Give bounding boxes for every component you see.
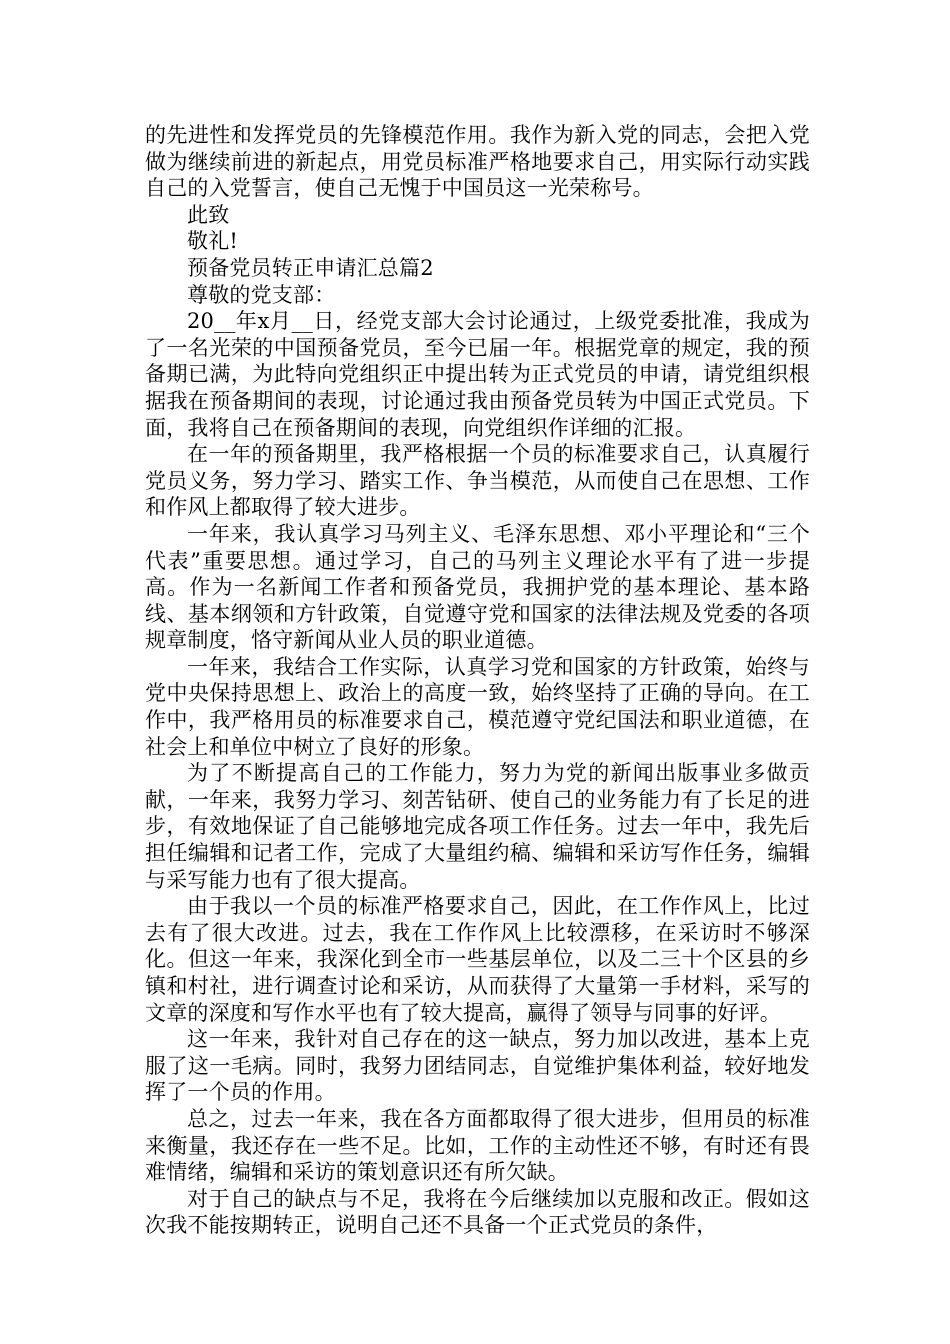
paragraph-1: 的先进性和发挥党员的先锋模范作用。我作为新入党的同志，会把入党做为继续前进的新起点，用党员标准严格地要求自己，用实际行动实践自己的入党誓言，使自己无愧于中国员这一光荣称号。	[145, 123, 810, 201]
paragraph-3: 一年来，我认真学习马列主义、毛泽东思想、邓小平理论和“三个代表”重要思想。通过学习，自己的马列主义理论水平有了进一步提高。作为一名新闻工作者和预备党员，我拥护党的基本理论、基本路线、基本纲领和方针政策，自觉遵守党和国家的法律法规及党委的各项规章制度，恪守新闻从业人员的职业道德。	[145, 521, 810, 653]
paragraph-4: 一年来，我结合工作实际，认真学习党和国家的方针政策，始终与党中央保持思想上、政治上的高度一致，始终坚持了正确的导向。在工作中，我严格用员的标准要求自己，模范遵守党纪国法和职业道德，在社会上和单位中树立了良好的形象。	[145, 654, 810, 759]
paragraph-7: 这一年来，我针对自己存在的这一缺点，努力加以改进，基本上克服了这一毛病。同时，我努力团结同志，自觉维护集体利益，较好地发挥了一个员的作用。	[145, 1027, 810, 1105]
paragraph-closing-salutation: 此致	[187, 202, 230, 227]
paragraph-8: 总之，过去一年来，我在各方面都取得了很大进步，但用员的标准来衡量，我还存在一些不足。比如，工作的主动性还不够，有时还有畏难情绪，编辑和采访的策划意识还有所欠缺。	[145, 1106, 810, 1185]
paragraph-intro: 20__年x月__日，经党支部大会讨论通过，上级党委批准，我成为了一名光荣的中国预备党员，至今已届一年。根据党章的规定，我的预备期已满，为此特向党组织正中提出转为正式党员的申请，请党组织根据我在预备期间的表现，讨论通过我由预备党员转为中国正式党员。下面，我将自己在预备期间的表现，向党组织作详细的汇报。	[145, 309, 810, 440]
paragraph-5: 为了不断提高自己的工作能力，努力为党的新闻出版事业多做贡献，一年来，我努力学习、刻苦钻研、使自己的业务能力有了长足的进步，有效地保证了自己能够地完成各项工作任务。过去一年中，我先后担任编辑和记者工作，完成了大量组约稿、编辑和采访写作任务，编辑与采写能力也有了很大提高。	[145, 761, 810, 892]
paragraph-9: 对于自己的缺点与不足，我将在今后继续加以克服和改正。假如这次我不能按期转正，说明自己还不具备一个正式党员的条件，	[145, 1186, 810, 1238]
document-page	[145, 122, 810, 1239]
paragraph-6: 由于我以一个员的标准严格要求自己，因此，在工作作风上，比过去有了很大改进。过去，我在工作作风上比较漂移，在采访时不够深化。但这一年来，我深化到全市一些基层单位，以及二三十个区县的乡镇和村社，进行调查讨论和采访，从而获得了大量第一手材料，采写的文章的深度和写作水平也有了较大提高，赢得了领导与同事的好评。	[145, 894, 810, 1025]
section-title: 预备党员转正申请汇总篇2	[187, 255, 434, 280]
paragraph-2: 在一年的预备期里，我严格根据一个员的标准要求自己，认真履行党员义务，努力学习、踏实工作、争当模范，从而使自己在思想、工作和作风上都取得了较大进步。	[145, 442, 810, 520]
greeting: 尊敬的党支部：	[187, 282, 336, 307]
paragraph-closing-respect: 敬礼!	[187, 229, 239, 254]
